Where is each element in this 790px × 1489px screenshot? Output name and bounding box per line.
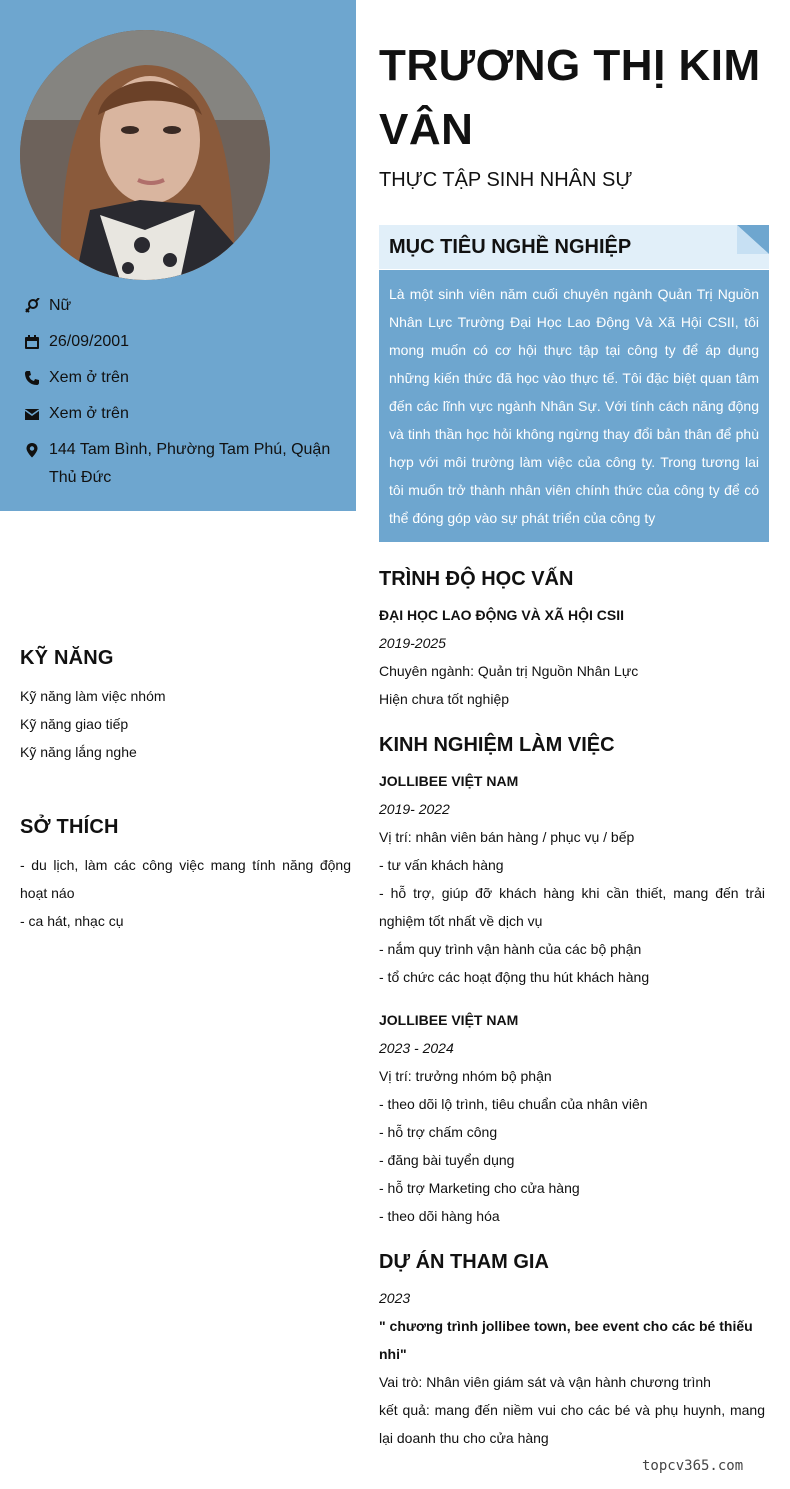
project-period: 2023 [379,1290,411,1306]
job-line: - nắm quy trình vận hành của các bộ phận [379,941,642,957]
objective-header [379,225,769,269]
contact-list [24,292,334,500]
education-section [379,565,769,713]
location-icon [24,436,49,464]
education-title: TRÌNH ĐỘ HỌC VẤN [379,568,574,590]
projects-section [379,1248,769,1452]
school-name: ĐẠI HỌC LAO ĐỘNG VÀ XÃ HỘI CSII [379,607,625,623]
education-period: 2019-2025 [379,635,446,651]
hobbies-section [20,816,351,935]
phone-icon [24,364,49,392]
project-line: Vai trò: Nhân viên giám sát và vận hành chương trình [379,1374,711,1390]
phone-text: Xem ở trên [49,369,129,386]
hobbies-title: SỞ THÍCH [20,816,119,838]
skill-item: Kỹ năng làm việc nhóm [20,688,166,704]
skill-item: Kỹ năng lắng nghe [20,744,137,760]
birthday-text: 26/09/2001 [49,333,130,350]
job-line: - tư vấn khách hàng [379,857,504,873]
job-line: - theo dõi lộ trình, tiêu chuẩn của nhân viên [379,1096,648,1112]
candidate-name: TRƯƠNG THỊ KIM VÂN [379,41,761,154]
experience-title: KINH NGHIỆM LÀM VIỆC [379,734,615,756]
job-line: - hỗ trợ, giúp đỡ khách hàng khi cần thiết, mang đến trải nghiệm tốt nhất về dịch vụ [379,885,765,929]
skills-section [20,647,351,766]
watermark: topcv365.com [642,1458,744,1474]
contact-address [24,436,334,492]
skill-item: Kỹ năng giao tiếp [20,716,129,732]
contact-gender [24,292,334,320]
gender-text: Nữ [49,297,72,314]
candidate-role: THỰC TẬP SINH NHÂN SỰ [379,169,633,191]
gender-icon [24,292,49,320]
job-period: 2023 - 2024 [379,1040,454,1056]
job-line: - tổ chức các hoạt động thu hút khách hàng [379,969,650,985]
job-line: Vị trí: nhân viên bán hàng / phục vụ / bếp [379,829,635,845]
job-line: - đăng bài tuyển dụng [379,1152,515,1168]
objective-title: MỤC TIÊU NGHỀ NGHIỆP [389,236,632,258]
contact-birthday [24,328,334,356]
avatar-illustration [20,30,270,280]
projects-title: DỰ ÁN THAM GIA [379,1251,549,1273]
address-text: 144 Tam Bình, Phường Tam Phú, Quận Thủ Đức [49,441,331,486]
contact-phone [24,364,334,392]
job-entry [379,767,769,991]
mail-icon [24,400,49,428]
job-period: 2019- 2022 [379,801,450,817]
objective-body: Là một sinh viên năm cuối chuyên ngành Quản Trị Nguồn Nhân Lực Trường Đại Học Lao Động Và Xã Hội CSII, tôi mong muốn có cơ hội thực tập tại công ty để áp dụng những kiến thức đã học vào thực tế. Tôi đặc biệt quan tâm đến các lĩnh vực ngành Nhân Sự. Với tính cách năng động và tinh thần học hỏi không ngừng thay đổi bản thân để phù hợp với môi trường làm việc của công ty. Trong tương lai tôi muốn trở thành nhân viên chính thức của công ty để có thể đóng góp vào sự phát triển của công ty [379,270,769,542]
skills-title: KỸ NĂNG [20,647,114,669]
project-line: kết quả: mang đến niềm vui cho các bé và phụ huynh, mang lại doanh thu cho cửa hàng [379,1402,765,1446]
experience-section [379,731,769,1230]
contact-email [24,400,334,428]
job-entry [379,1006,769,1230]
job-line: - hỗ trợ chấm công [379,1124,498,1140]
profile-sidebar [0,0,356,511]
job-line: - theo dõi hàng hóa [379,1208,500,1224]
hobby-item: - du lịch, làm các công việc mang tính năng động hoạt náo [20,857,351,901]
email-text: Xem ở trên [49,405,129,422]
education-line: Hiện chưa tốt nghiệp [379,691,510,707]
job-company: JOLLIBEE VIỆT NAM [379,773,519,789]
hobby-item: - ca hát, nhạc cụ [20,913,124,929]
job-company: JOLLIBEE VIỆT NAM [379,1012,519,1028]
job-line: Vị trí: trưởng nhóm bộ phận [379,1068,552,1084]
job-line: - hỗ trợ Marketing cho cửa hàng [379,1180,580,1196]
project-name: " chương trình jollibee town, bee event cho các bé thiếu nhi" [379,1318,753,1362]
calendar-icon [24,328,49,356]
corner-fold-icon [737,225,769,254]
avatar-photo [20,30,270,280]
education-line: Chuyên ngành: Quản trị Nguồn Nhân Lực [379,663,639,679]
